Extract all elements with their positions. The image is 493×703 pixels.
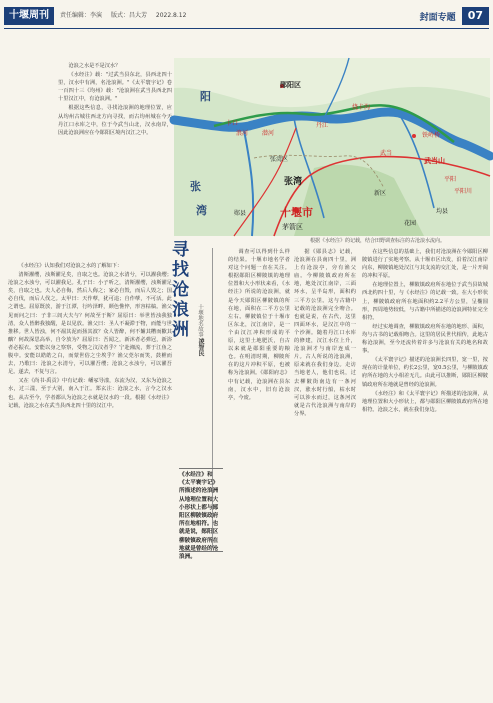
map-label: 潜河 <box>262 130 275 137</box>
map-label: 卡口 <box>226 120 239 127</box>
paragraph: 据《郧县志》记载，沧浪洲在县南四十里，洲上有沧浪亭，旁有渔父庙。今柳陂镇政府所在地，地处汉江南岸，三面环水，呈半岛形，面积约三平方公里。这与古籍中记载的沧浪洲完全吻合。也就是说，在古代，这里四面环水，是汉江中的一个沙洲。随着丹江口水库的修建，汉江水位上升，沧浪洲才与南岸连成一片。古人所说的沧浪洲，原来就在我们身边。走访当地老人，他们也说，过去柳陂街南边有一条河汊，涨水时行船，枯水时可以涉水而过，这条河汊就是古代沧浪洲与南岸的分界。 <box>294 249 356 417</box>
map-label: 郧县 <box>234 210 247 217</box>
paragraph: 沧浪之水是不是汉水？ <box>68 63 121 69</box>
map-label: 浪河 <box>236 130 249 137</box>
quoted-poem: 清斯濯缨，浊斯濯足矣，自取之也。沧浪之水清兮，可以濯我缨；沧浪之水浊兮，可以濯我足。孔子曰：小子听之，清斯濯缨，浊斯濯足矣，自取之也。夫人必自侮，然后人侮之；家必自毁，而后人毁之；国必自伐，而后人伐之。太甲曰：天作孽，犹可违；自作孽，不可活。此之谓也。屈原既放，游于江潭，行吟泽畔，颜色憔悴，形容枯槁。渔父见而问之曰：子非三闾大夫与？何故至于斯？屈原曰：举世皆浊我独清，众人皆醉我独醒，是以见放。渔父曰：圣人不凝滞于物，而能与世推移。世人皆浊，何不淈其泥而扬其波？众人皆醉，何不餔其糟而歠其醨？何故深思高举，自令放为？屈原曰：吾闻之，新沐者必弹冠，新浴者必振衣。安能以身之察察，受物之汶汶者乎？宁赴湘流，葬于江鱼之腹中。安能以皓皓之白，而蒙世俗之尘埃乎？渔父莞尔而笑，鼓枻而去，乃歌曰：沧浪之水清兮，可以濯吾缨；沧浪之水浊兮，可以濯吾足。遂去，不复与言。 <box>8 272 172 376</box>
map-label: 阳 <box>200 90 211 103</box>
map-label: 新区 <box>374 190 387 197</box>
map-label: 张湾 <box>284 177 303 187</box>
header-meta <box>60 10 193 19</box>
map-label: 张 <box>190 180 201 193</box>
map-label: 武当 <box>380 150 393 157</box>
author-name: 凌智民 <box>197 338 204 356</box>
paragraph: 《水经注》和《太平寰宇记》所描述的沧浪洲，从地理位置和大小形状上，都与郧阳区柳陂镇政府所在地相符。沧浪之水，就在我们身边。 <box>362 390 488 413</box>
map-label: 烧卡沟 <box>352 104 371 111</box>
map-label: 花园 <box>404 220 417 227</box>
map-label: 平阳 <box>444 176 457 183</box>
section-name: 封面专题 <box>419 12 456 23</box>
page-header <box>0 6 493 28</box>
paragraph: 《水经注》载："过武当县东北，县西北四十里，汉水中有洲，名沧浪洲。"《太平寰宇记》卷一百四十三《均州》载："沧浪洲在武当县西北四十里汉江中，有沧浪洲。" <box>58 72 172 103</box>
map-label: 平阳川 <box>454 188 473 195</box>
header-right <box>420 7 489 25</box>
article-column-3 <box>228 248 290 696</box>
map-caption: 根据《水经注》的记载，结合田野调查标注的古沧浪水流向。 <box>310 238 446 244</box>
river-map <box>174 58 490 236</box>
map-label: 丹江 <box>316 122 329 129</box>
paragraph: 又在《尚书·禹贡》中有记载：嶓冢导漾，东流为汉，又东为沧浪之水，过三澨，至于大别，南入于江。郑玄注：沧浪之水，言今之汉水也。从古至今，学者都认为沧浪之水就是汉水的一段。根据《水经注》记载，沧浪之水在武当县西北四十里的汉江中。 <box>8 378 172 409</box>
paragraph: 根据这些信息，寻找沧浪洲的地理位置，应从均州古城往西北方向寻找，而古均州城在今天丹江口水库之中，位于今武当山北，汉水南岸，因此沧浪洲应在今郧阳区境内汉江之中。 <box>58 105 172 136</box>
map-label: 湾 <box>196 204 207 217</box>
map-label: 武当山 <box>424 157 445 165</box>
designer-credit: 版式：昌大芳 <box>110 12 147 19</box>
issue-date: 2022.8.12 <box>155 12 187 19</box>
editor-credit: 责任编辑：李演 <box>60 12 103 19</box>
header-rule <box>4 28 489 29</box>
paragraph: 《太平寰宇记》描述的沧浪洲长四里，宽一里，按现在的计量单位，约长2公里，宽0.5公里，与柳陂镇政府所在地的大小相差无几。由此可以推断，郧阳区柳陂镇政府所在地就是曾经的沧浪洲。 <box>362 357 488 388</box>
paper-logo: 十堰周刊 <box>4 7 54 25</box>
series-name: 十堰地名故事 <box>197 304 203 337</box>
paragraph: 《水经注》认知我们对沧浪之水的了解如下： <box>18 263 123 269</box>
article-column-5 <box>362 248 488 696</box>
page-number: 07 <box>462 7 489 25</box>
article-summary: 《水经注》和《太平寰宇记》所描述的沧浪洲从地理位置和大小形状上都与郧阳区柳陂镇政府所在地相符。也就是说，郧阳区柳陂镇政府所在地就是曾经的沧浪洲。 <box>179 468 223 552</box>
article-column-1a <box>58 62 172 260</box>
map-label: 均县 <box>436 208 449 215</box>
paragraph: 经过实地调查，柳陂镇政府所在地的地形、面积，均与古书的记载相吻合。这里的居民世代相传，此地古称沧浪洲，至今还流传着许多与沧浪有关的地名和故事。 <box>362 323 488 355</box>
map-label: 茅箭区 <box>282 223 303 231</box>
paragraph: 调查可以得到什么样的结果。十堰市地名学者对这个问题一直在关注。根据郧阳区柳陂镇的地理位置和大小形状来看，《水经注》所说的沧浪洲，就是今天郧阳区柳陂镇的所在地，面积在二平方公里左右。柳陂镇位于十堰市区东北，汉江南岸，是一个由汉江冲积形成的平原，这里土地肥沃，自古以来就是郧阳重要的粮仓。在明清时期，柳陂所在的这片冲积平原，也被称为沧浪洲。《郧阳府志》中有记载，沧浪洲在县东南，汉水中，旧有沧浪亭，今废。 <box>228 249 290 401</box>
map-label: 郧阳区 <box>280 81 301 89</box>
article-column-1b <box>8 262 172 692</box>
map-label: 十堰市 <box>280 206 313 219</box>
paragraph: 在这些信息的基础上，我们对沧浪洲在今郧阳区柳陂镇进行了实地考察。从十堰市区出发，沿着汉江南岸向东，柳陂镇地处汉江与其支流的交汇处，是一片开阔的冲积平原。 <box>362 249 488 280</box>
article-title: 寻找沧浪洲 <box>168 240 188 340</box>
map-label: 铁岭桥 <box>422 132 441 139</box>
paragraph: 在地理位置上，柳陂镇政府所在地位于武当县故城西北约四十里，与《水经注》的记载一致。在大小形状上，柳陂镇政府所在地面积约2.2平方公里，呈椭圆形，四周地势较低，与古籍中所描述的沧浪洲特征完全相符。 <box>362 282 488 321</box>
article-column-4 <box>294 248 356 696</box>
map-label: 张湾区 <box>270 156 289 163</box>
